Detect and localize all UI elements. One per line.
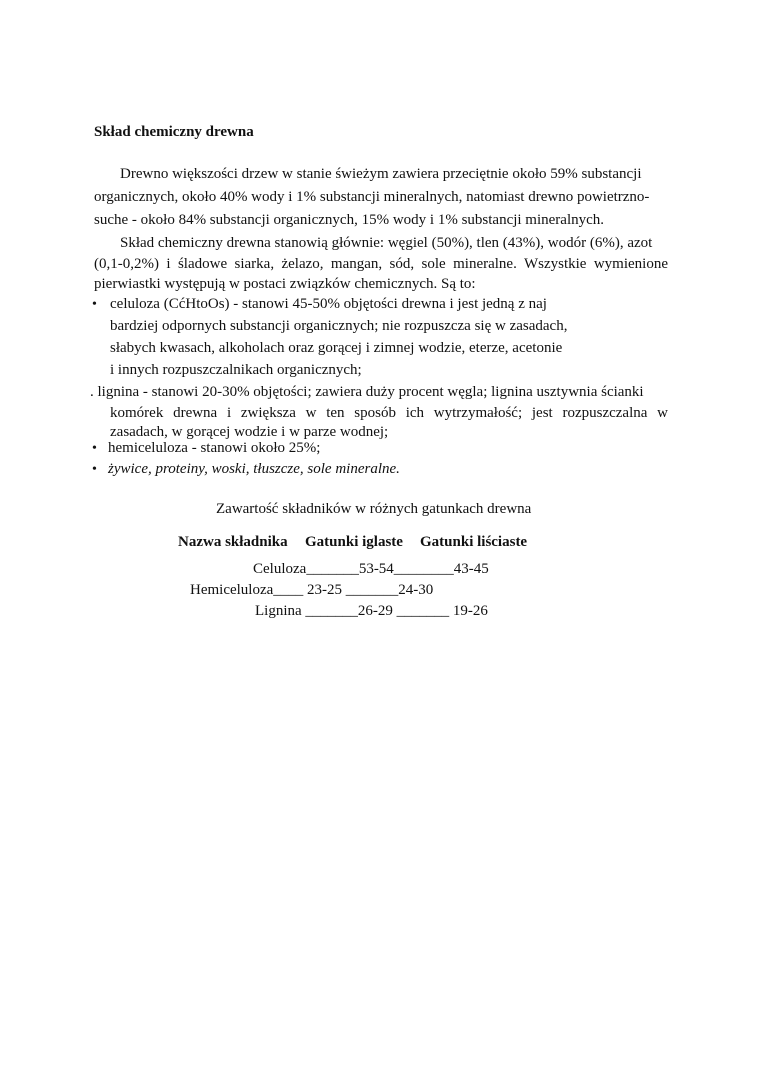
bullet-celuloza-line-2: bardziej odpornych substancji organicznych; nie rozpuszcza się w zasadach,: [110, 318, 568, 334]
bullet-lignina-line-1: . lignina - stanowi 20-30% objętości; zawiera duży procent węgla; lignina usztywnia ścianki: [90, 384, 644, 400]
bullet-dot-others: •: [92, 462, 97, 477]
document-title: Skład chemiczny drewna: [94, 124, 254, 140]
bullet-celuloza-line-4: i innych rozpuszczalnikach organicznych;: [110, 362, 362, 378]
paragraph-1-line-2: organicznych, około 40% wody i 1% substancji mineralnych, natomiast drewno powietrzno-: [94, 189, 650, 205]
paragraph-2-line-3: pierwiastki występują w postaci związków chemicznych. Są to:: [94, 276, 476, 292]
table-row-celuloza: Celuloza_______53-54________43-45: [253, 561, 489, 577]
bullet-dot-celuloza: •: [92, 297, 97, 312]
paragraph-2-line-1: Skład chemiczny drewna stanowią głównie: węgiel (50%), tlen (43%), wodór (6%), azot: [120, 235, 653, 251]
paragraph-1-line-3: suche - około 84% substancji organicznych, 15% wody i 1% substancji mineralnych.: [94, 212, 605, 228]
bullet-celuloza-line-1: celuloza (CćHtoOs) - stanowi 45-50% objętości drewna i jest jedną z naj: [110, 296, 547, 312]
bullet-lignina-line-3: zasadach, w gorącej wodzie i w parze wodnej;: [110, 424, 389, 440]
bullet-hemiceluloza: hemiceluloza - stanowi około 25%;: [108, 440, 321, 456]
paragraph-2-line-2: (0,1-0,2%) i śladowe siarka, żelazo, mangan, sód, sole mineralne. Wszystkie wymienione: [94, 256, 668, 272]
table-header-coniferous: Gatunki iglaste: [305, 534, 403, 550]
bullet-lignina-line-2-wrap: [110, 403, 668, 423]
bullet-dot-hemiceluloza: •: [92, 441, 97, 456]
table-header-name: Nazwa składnika: [178, 534, 288, 550]
table-row-hemiceluloza: Hemiceluloza____ 23-25 _______24-30: [190, 582, 434, 598]
paragraph-1-line-1: Drewno większości drzew w stanie świeżym zawiera przeciętnie około 59% substancji: [120, 166, 642, 182]
table-header-deciduous: Gatunki liściaste: [420, 534, 528, 550]
bullet-lignina-line-2: komórek drewna i zwiększa w ten sposób ich wytrzymałość; jest rozpuszczalna w: [110, 405, 668, 421]
bullet-celuloza-line-3: słabych kwasach, alkoholach oraz gorącej i zimnej wodzie, eterze, acetonie: [110, 340, 563, 356]
table-row-lignina: Lignina _______26-29 _______ 19-26: [255, 603, 488, 619]
table-caption: Zawartość składników w różnych gatunkach drewna: [216, 501, 532, 517]
paragraph-2-line-2-wrap: [94, 254, 668, 274]
bullet-others: żywice, proteiny, woski, tłuszcze, sole mineralne.: [108, 461, 400, 477]
